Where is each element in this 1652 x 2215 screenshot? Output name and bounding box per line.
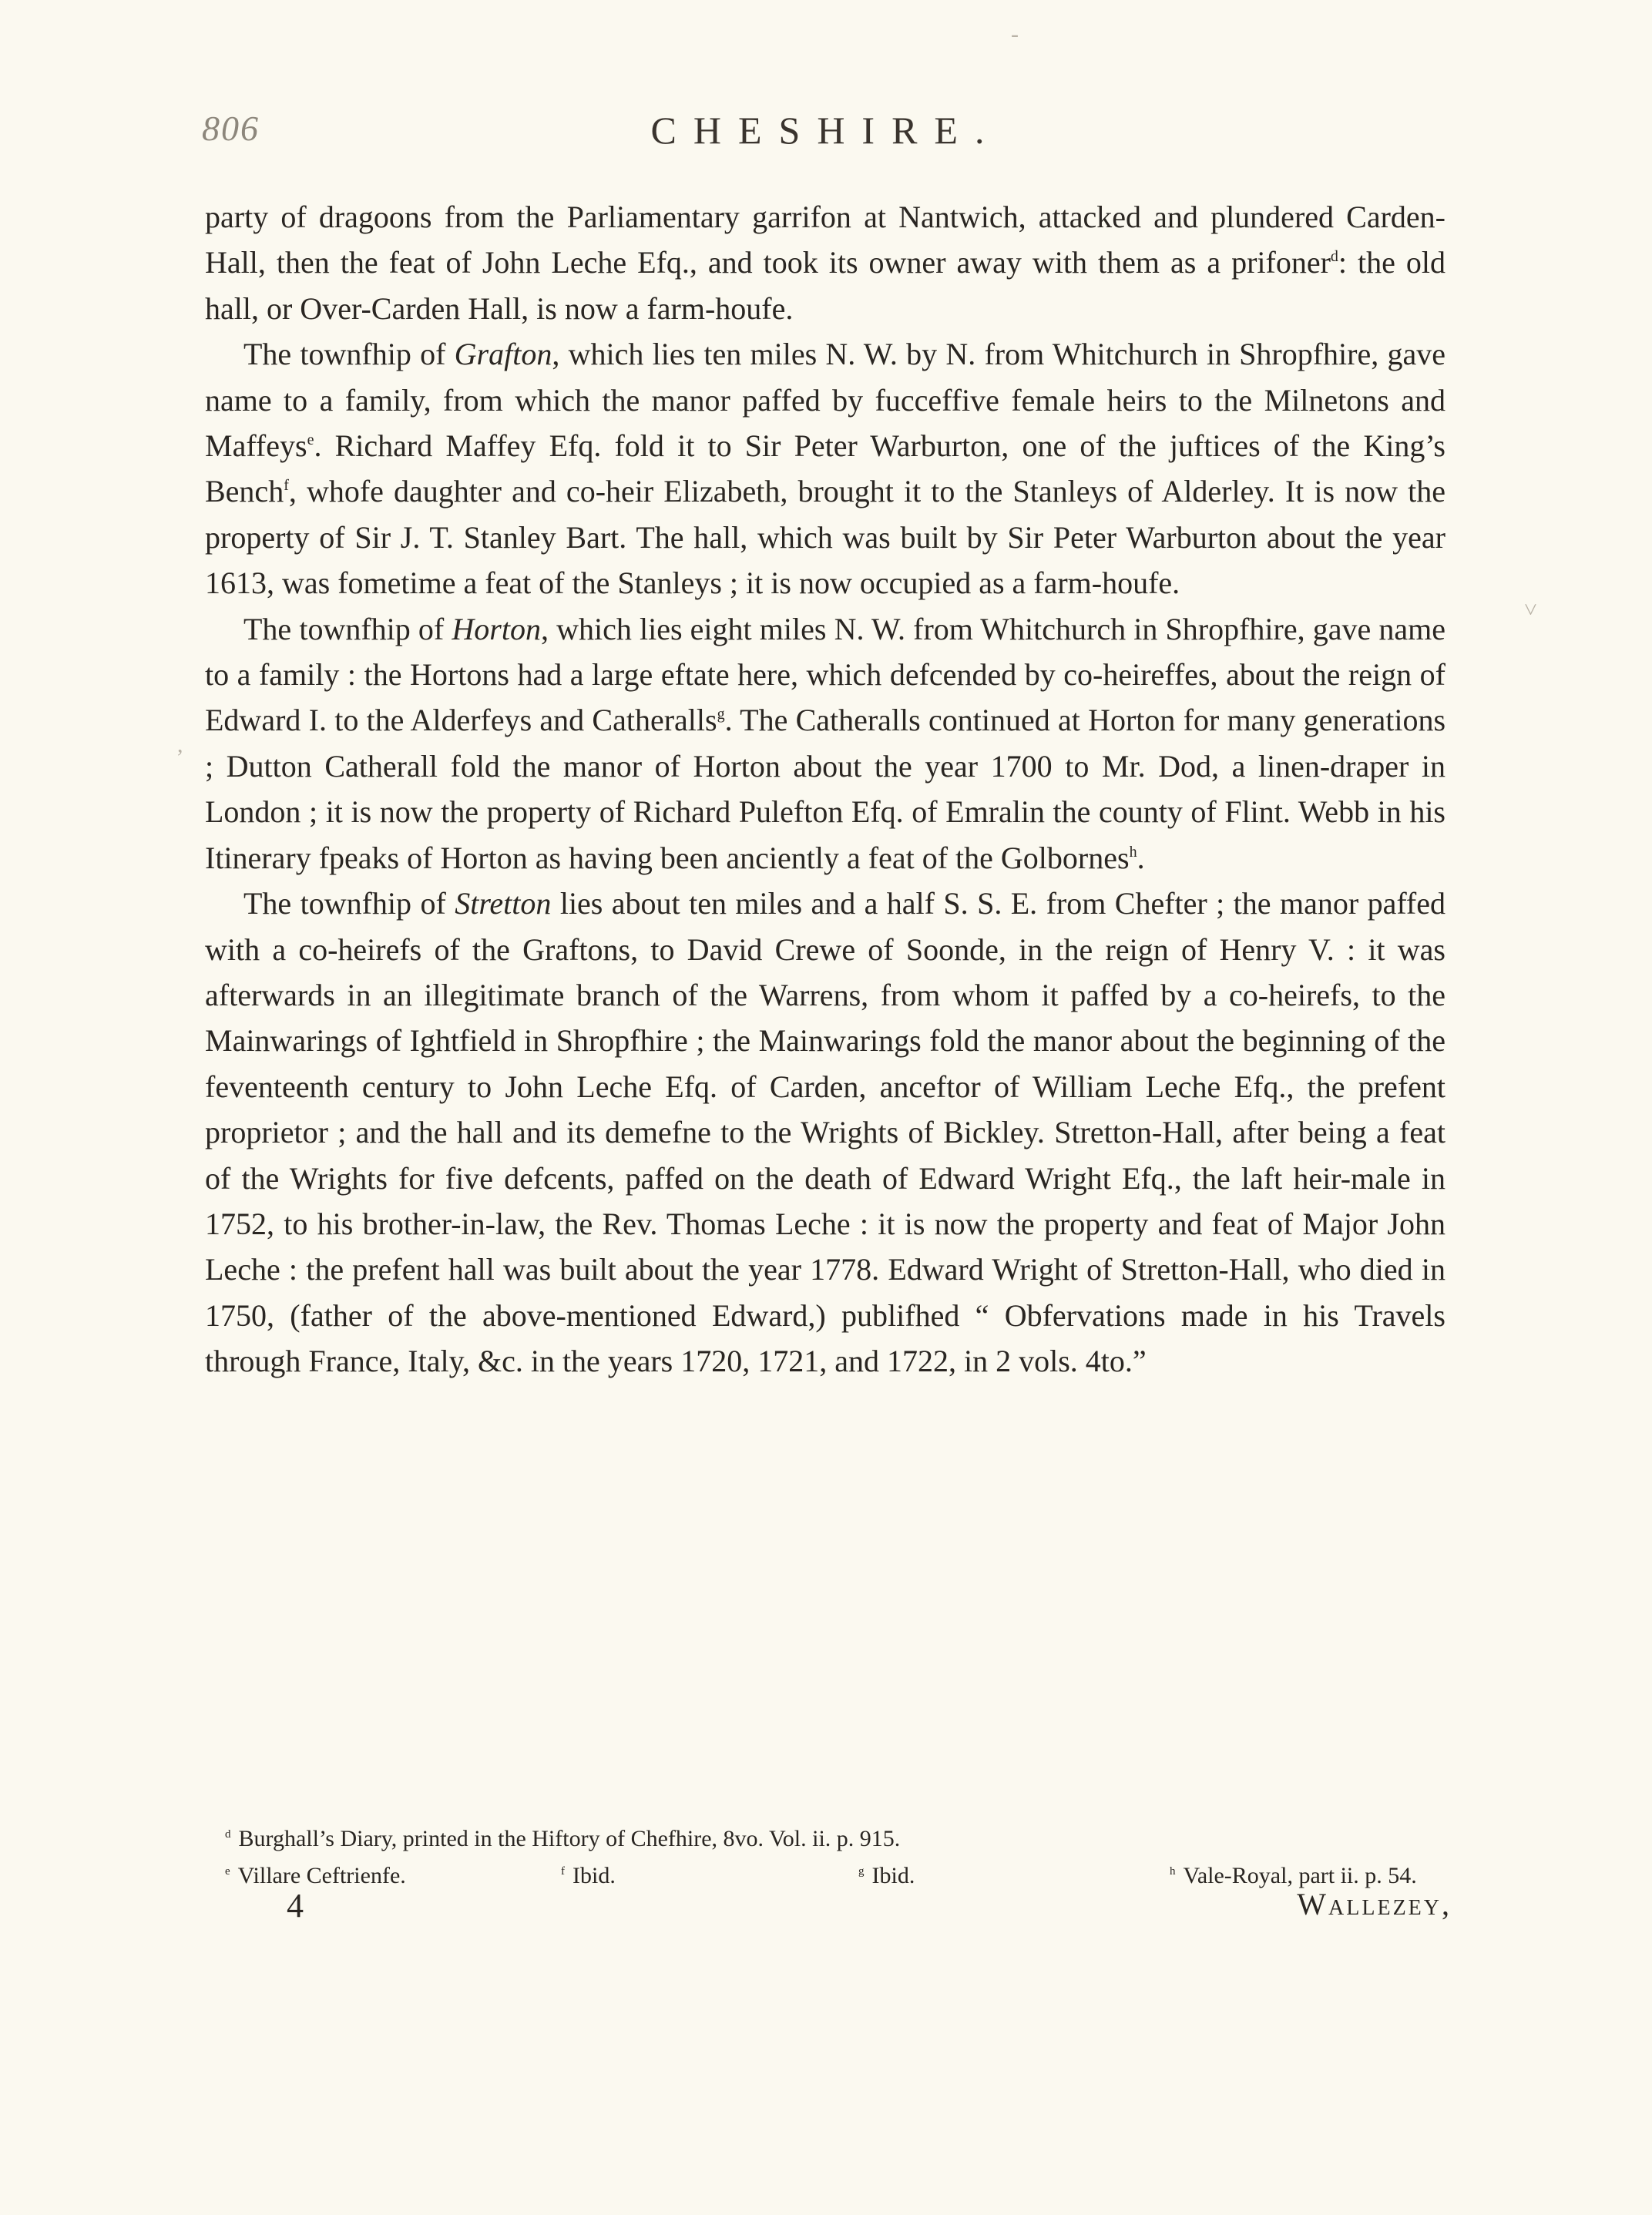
footnote-d	[225, 1821, 900, 1858]
text-run: .	[1137, 840, 1145, 875]
paragraph	[205, 606, 1446, 881]
footnote-row	[225, 1821, 1450, 1858]
running-title: CHESHIRE.	[650, 109, 1002, 152]
place-name: Grafton	[454, 337, 552, 372]
place-name: Horton	[452, 611, 541, 646]
paragraph	[205, 881, 1446, 1384]
page-header	[202, 108, 1450, 162]
footnote-reference: g	[717, 706, 725, 723]
footnote-mark: d	[225, 1827, 231, 1841]
footnote-f	[561, 1858, 616, 1894]
footnote-text: Ibid.	[572, 1863, 616, 1888]
page-speck: -	[1011, 22, 1019, 47]
footnote-reference: e	[307, 431, 314, 449]
text-run: lies about ten miles and a half S. S. E. from Chefter ; the manor paffed with a co-heirefs of the Graftons, to David Crewe of Soonde, in the reign of Henry V. : it was afterwards in an illegitimate branch of the Warrens, from whom it paffed by a co-heirefs, to the Mainwarings of Ightfield in Shropfhire ; the Mainwarings fold the manor about the beginning of the feventeenth century to John Leche Efq. of Carden, anceftor of William Leche Efq., the prefent proprietor ; and the hall and its demefne to the Wrights of Bickley. Stretton-Hall, after being a feat of the Wrights for five defcents, paffed on the death of Edward Wright Efq., the laft heir-male in 1752, to his brother-in-law, the Rev. Thomas Leche : it is now the property and feat of Major John Leche : the prefent hall was built about the year 1778. Edward Wright of Stretton-Hall, who died in 1750, (father of the above-mentioned Edward,) publifhed “ Obfervations made in his Travels through France, Italy, &c. in the years 1720, 1721, and 1722, in 2 vols. 4to.”	[205, 886, 1446, 1379]
text-run: . Richard Maffey Efq. fold it to Sir Peter Warburton, one of the juftices of the King’s Bench	[205, 428, 1446, 509]
text-run: The townfhip of	[243, 337, 455, 372]
footnote-mark: g	[858, 1864, 865, 1878]
page-speck: ,	[177, 732, 183, 757]
footnote-text: Villare Ceftrienfe.	[237, 1863, 406, 1888]
catchword: Wallezey,	[1297, 1887, 1452, 1921]
footnotes	[225, 1821, 1450, 1894]
footnote-reference: h	[1129, 843, 1137, 861]
footnote-mark: e	[225, 1864, 230, 1878]
footnote-text: Ibid.	[871, 1863, 915, 1888]
text-run: . The Catheralls continued at Horton for many generations ; Dutton Catherall fold the manor of Horton about the year 1700 to Mr. Dod, a linen-draper in London ; it is now the property of Richard Pulefton Efq. of Emralin the county of Flint. Webb in his Itinerary fpeaks of Horton as having been anciently a feat of the Golbornes	[205, 703, 1446, 875]
paragraph	[205, 331, 1446, 606]
text-run: , which lies eight miles N. W. from Whitchurch in Shropfhire, gave name to a family : the Hortons had a large eftate here, which defcended by co-heireffes, about the reign of Edward I. to the Alderfeys and Catheralls	[205, 611, 1446, 738]
place-name: Stretton	[455, 886, 552, 921]
footnote-mark: f	[561, 1864, 565, 1878]
text-run: party of dragoons from the Parliamentary garrifon at Nantwich, attacked and plundered Carden-Hall, then the feat of John Leche Efq., and took its owner away with them as a prifoner	[205, 200, 1446, 280]
body-text	[205, 194, 1446, 1384]
footnote-g	[858, 1858, 915, 1894]
text-run: The townfhip of	[243, 886, 455, 921]
footnote-e	[225, 1858, 406, 1894]
page-speck: ˅	[1524, 597, 1537, 623]
paragraph	[205, 194, 1446, 331]
signature-mark: 4	[287, 1887, 304, 1925]
footnote-reference: f	[284, 477, 289, 495]
footnote-reference: d	[1330, 248, 1338, 266]
footnote-text: Vale-Royal, part ii. p. 54.	[1183, 1863, 1417, 1888]
text-run: The townfhip of	[243, 611, 452, 646]
text-run: , whofe daughter and co-heir Elizabeth, brought it to the Stanleys of Alderley. It is now the property of Sir J. T. Stanley Bart. The hall, which was built by Sir Peter Warburton about the year 1613, was fometime a feat of the Stanleys ; it is now occupied as a farm-houfe.	[205, 474, 1446, 601]
page-number: 806	[202, 109, 260, 148]
footnote-mark: h	[1170, 1864, 1176, 1878]
text-run: : the old hall, or Over-Carden Hall, is now a farm-houfe.	[205, 245, 1446, 326]
text-run: , which lies ten miles N. W. by N. from Whitchurch in Shropfhire, gave name to a family, from which the manor paffed by fucceffive female heirs to the Milnetons and Maffeys	[205, 337, 1446, 464]
footnote-text: Burghall’s Diary, printed in the Hiftory of Chefhire, 8vo. Vol. ii. p. 915.	[238, 1826, 901, 1851]
